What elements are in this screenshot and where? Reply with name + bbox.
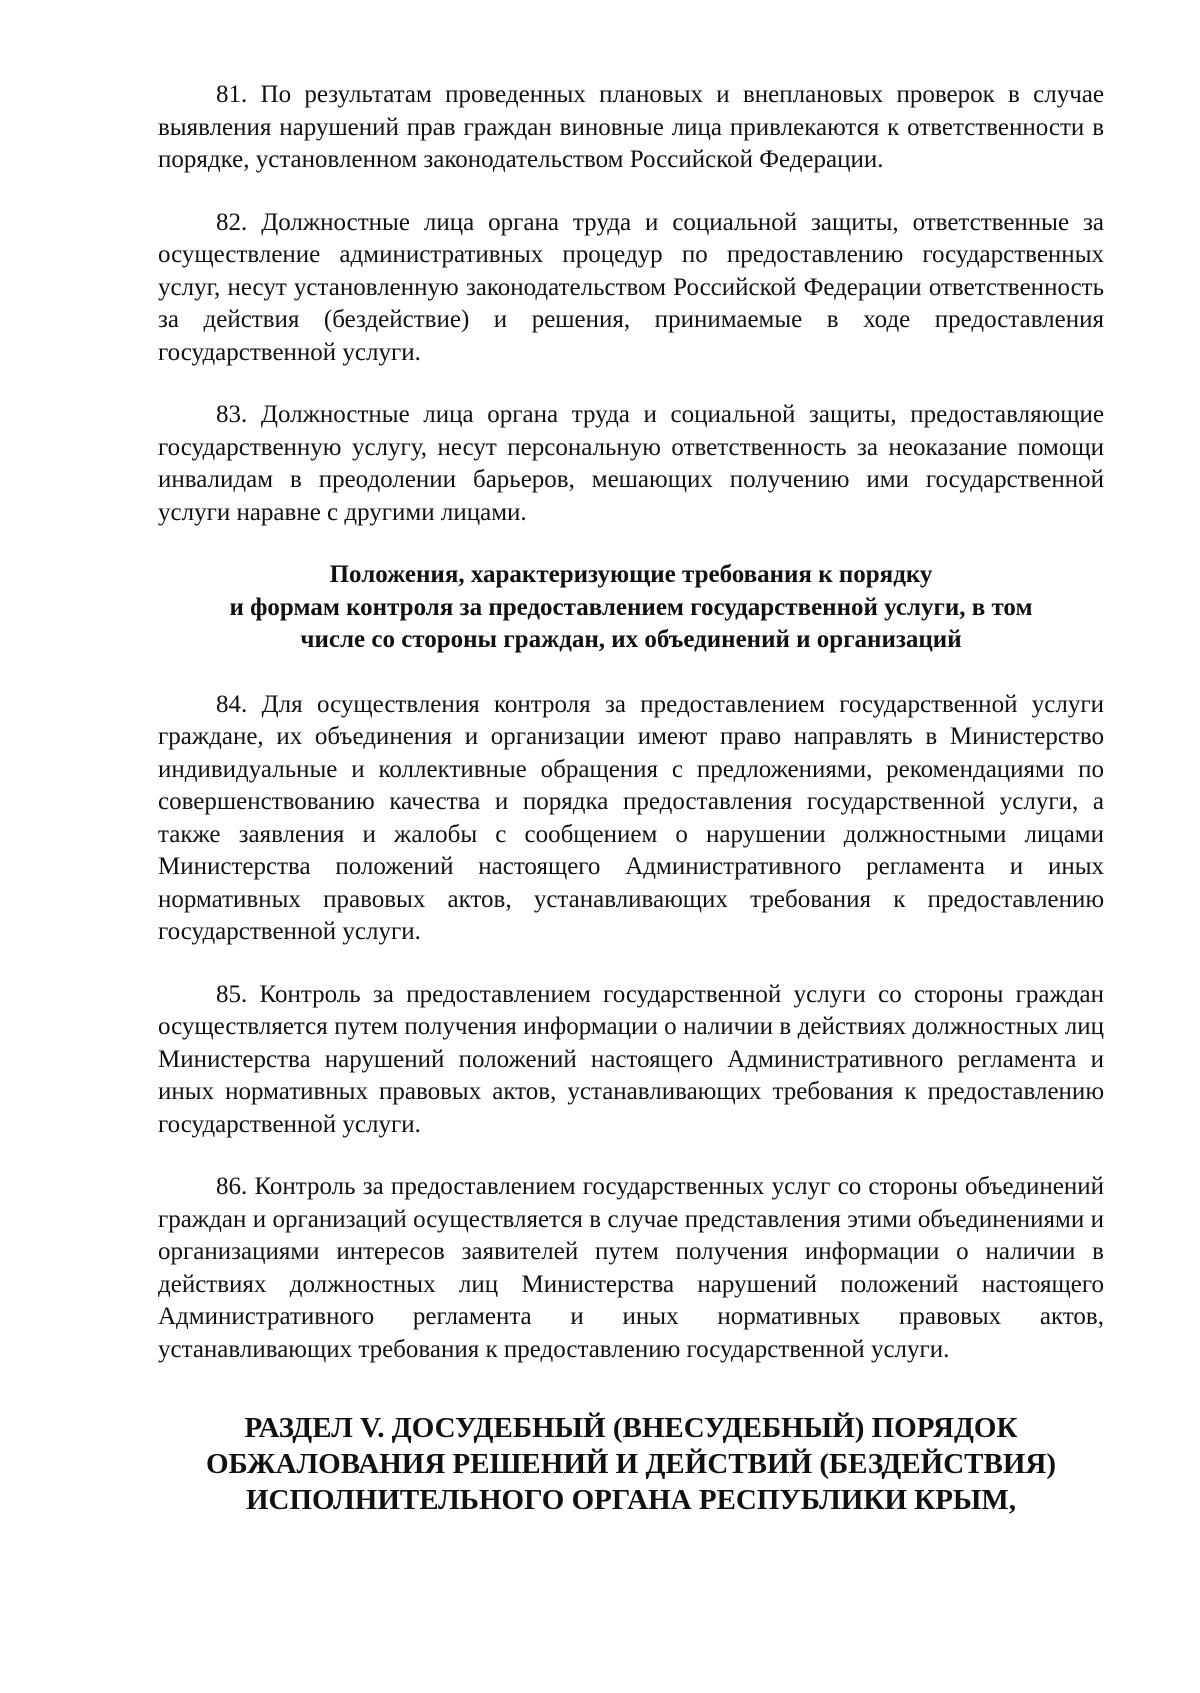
- paragraph-85: 85. Контроль за предоставлением государственной услуги со стороны граждан осуществляется путем получения информации о наличии в действиях должностных лиц Министерства нарушений положений настоящего Административного регламента и иных нормативных правовых актов, устанавливающих требования к предоставлению государственной услуги.: [158, 980, 1104, 1138]
- paragraph-84: 84. Для осуществления контроля за предоставлением государственной услуги граждане, их объединения и организации имеют право направлять в Министерство индивидуальные и коллективные обращения с предложениями, рекомендациями по совершенствованию качества и порядка предоставления государственной услуги, а также заявления и жалобы с сообщением о нарушении должностными лицами Министерства положений настоящего Административного регламента и иных нормативных правовых актов, устанавливающих требования к предоставлению государственной услуги.: [158, 690, 1104, 945]
- section-title-line-3: ИСПОЛНИТЕЛЬНОГО ОРГАНА РЕСПУБЛИКИ КРЫМ,: [245, 1484, 1016, 1516]
- subsection-heading-line-2: и формам контроля за предоставлением государственной услуги, в том: [229, 593, 1033, 621]
- section-title: [158, 1410, 1104, 1518]
- subsection-heading: [158, 559, 1104, 657]
- subsection-heading-line-1: Положения, характеризующие требования к порядку: [329, 561, 933, 588]
- section-title-line-1: РАЗДЕЛ V. ДОСУДЕБНЫЙ (ВНЕСУДЕБНЫЙ) ПОРЯДОК: [244, 1412, 1018, 1444]
- paragraph-81: 81. По результатам проведенных плановых и внеплановых проверок в случае выявления нарушений прав граждан виновные лица привлекаются к ответственности в порядке, установленном законодательством Российской Федерации.: [158, 81, 1104, 173]
- section-title-line-2: ОБЖАЛОВАНИЯ РЕШЕНИЙ И ДЕЙСТВИЙ (БЕЗДЕЙСТВИЯ): [205, 1448, 1057, 1480]
- subsection-heading-line-3: числе со стороны граждан, их объединений и организаций: [300, 626, 962, 653]
- paragraph-82: 82. Должностные лица органа труда и социальной защиты, ответственные за осуществление административных процедур по предоставлению государственных услуг, несут установленную законодательством Российской Федерации ответственность за действия (бездействие) и решения, принимаемые в ходе предоставления государственной услуги.: [158, 208, 1104, 366]
- paragraph-83: 83. Должностные лица органа труда и социальной защиты, предоставляющие государственную услугу, несут персональную ответственность за неоказание помощи инвалидам в преодолении барьеров, мешающих получению ими государственной услуги наравне с другими лицами.: [158, 401, 1104, 526]
- paragraph-86: 86. Контроль за предоставлением государственных услуг со стороны объединений граждан и организаций осуществляется в случае представления этими объединениями и организациями интересов заявителей путем получения информации о наличии в действиях должностных лиц Министерства нарушений положений настоящего Административного регламента и иных нормативных правовых актов, устанавливающих требования к предоставлению государственной услуги.: [158, 1173, 1104, 1363]
- document-body: [158, 79, 1104, 1518]
